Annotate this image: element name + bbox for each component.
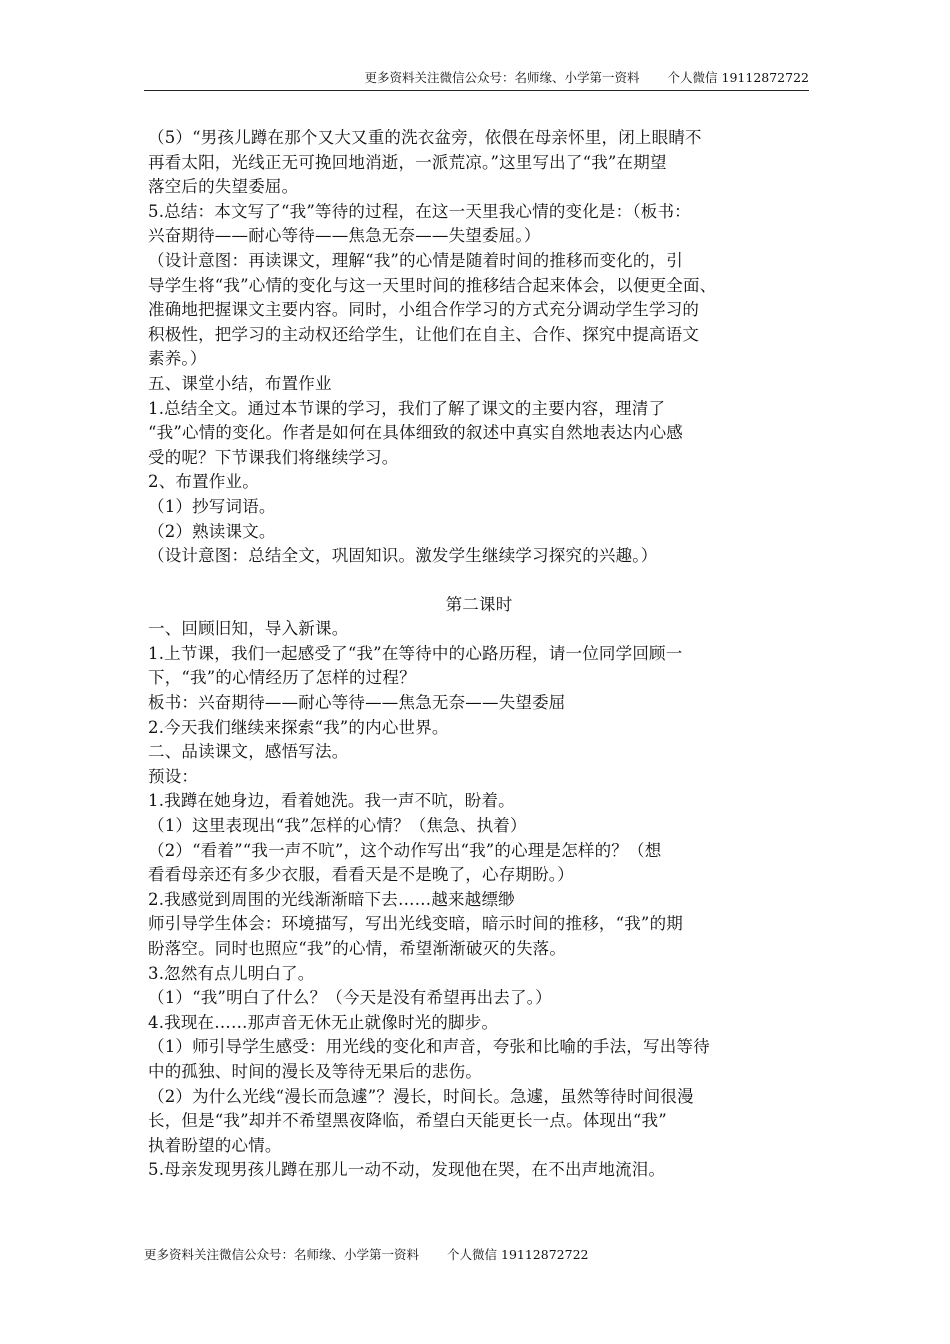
- footer-personal-wechat: 个人微信 19112872722: [447, 1247, 589, 1262]
- blank-line: [148, 569, 810, 593]
- header-personal-wechat: 个人微信 19112872722: [667, 70, 809, 85]
- text-line: 看看母亲还有多少衣服，看看天是不是晚了，心存期盼。）: [148, 865, 574, 885]
- text-line: 兴奋期待——耐心等待——焦急无奈——失望委屈。）: [148, 226, 541, 246]
- text-line: 3.忽然有点儿明白了。: [148, 963, 315, 983]
- text-line: 师引导学生体会：环境描写，写出光线变暗，暗示时间的推移，“我”的期: [148, 914, 683, 934]
- text-line: （2）“看着”“我一声不吭”，这个动作写出“我”的心理是怎样的？（想: [148, 840, 662, 860]
- text-line: 5.母亲发现男孩儿蹲在那儿一动不动，发现他在哭，在不出声地流泪。: [148, 1160, 666, 1180]
- text-line: 落空后的失望委屈。: [148, 177, 299, 197]
- text-line: （设计意图：再读课文，理解“我”的心情是随着时间的推移而变化的，引: [148, 250, 683, 270]
- section-heading: 一、回顾旧知，导入新课。: [148, 619, 349, 639]
- text-line: （2）熟读课文。: [148, 521, 276, 541]
- text-line: 准确地把握课文主要内容。同时，小组合作学习的方式充分调动学生学习的: [148, 300, 700, 320]
- text-line: （5）“男孩儿蹲在那个又大又重的洗衣盆旁，依偎在母亲怀里，闭上眼睛不: [148, 128, 702, 147]
- text-line: 长，但是“我”却并不希望黑夜降临，希望白天能更长一点。体现出“我”: [148, 1111, 667, 1131]
- text-line: 1.总结全文。通过本节课的学习，我们了解了课文的主要内容，理清了: [148, 398, 666, 418]
- text-line: （1）抄写词语。: [148, 496, 276, 516]
- lesson-title: 第二课时: [445, 594, 513, 614]
- text-line: 导学生将“我”心情的变化与这一天里时间的推移结合起来体会，以便更全面、: [148, 275, 717, 295]
- page-footer: [144, 1247, 809, 1263]
- text-line: （设计意图：总结全文，巩固知识。激发学生继续学习探究的兴趣。）: [148, 546, 658, 566]
- text-line: 4.我现在……那声音无休无止就像时光的脚步。: [148, 1012, 499, 1032]
- section-heading: 五、课堂小结，布置作业: [148, 373, 332, 393]
- text-line: （1）这里表现出“我”怎样的心情？（焦急、执着）: [148, 816, 527, 836]
- document-body: [148, 126, 810, 1183]
- text-line: 2.今天我们继续来探索“我”的内心世界。: [148, 717, 449, 737]
- text-line: 板书：兴奋期待——耐心等待——焦急无奈——失望委屈: [148, 693, 566, 713]
- footer-wechat-account: 更多资料关注微信公众号：名师缘、小学第一资料: [144, 1247, 420, 1262]
- text-line: 再看太阳，光线正无可挽回地消逝，一派荒凉。”这里写出了“我”在期望: [148, 152, 667, 172]
- text-line: 2、布置作业。: [148, 472, 259, 492]
- text-line: 中的孤独、时间的漫长及等待无果后的悲伤。: [148, 1061, 482, 1081]
- text-line: 预设：: [148, 766, 199, 786]
- text-line: 5.总结：本文写了“我”等待的过程，在这一天里我心情的变化是：（板书：: [148, 201, 691, 221]
- text-line: （1）师引导学生感受：用光线的变化和声音，夸张和比喻的手法，写出等待: [148, 1037, 710, 1057]
- header-wechat-account: 更多资料关注微信公众号：名师缘、小学第一资料: [364, 70, 640, 85]
- text-line: 积极性，把学习的主动权还给学生，让他们在自主、合作、探究中提高语文: [148, 324, 700, 344]
- text-line: （1）“我”明白了什么？（今天是没有希望再出去了。）: [148, 988, 552, 1008]
- text-line: 1.上节课，我们一起感受了“我”在等待中的心路历程，请一位同学回顾一: [148, 643, 683, 663]
- text-line: 下，“我”的心情经历了怎样的过程？: [148, 668, 416, 688]
- text-line: 盼落空。同时也照应“我”的心情，希望渐渐破灭的失落。: [148, 939, 567, 958]
- text-line: 执着盼望的心情。: [148, 1135, 282, 1155]
- text-line: 2.我感觉到周围的光线渐渐暗下去……越来越缥缈: [148, 889, 515, 909]
- text-line: 素养。）: [148, 349, 207, 369]
- section-heading: 二、品读课文，感悟写法。: [148, 742, 349, 762]
- text-line: （2）为什么光线“漫长而急遽”？漫长，时间长。急遽，虽然等待时间很漫: [148, 1086, 694, 1106]
- text-line: 1.我蹲在她身边，看着她洗。我一声不吭，盼着。: [148, 791, 515, 811]
- text-line: “我”心情的变化。作者是如何在具体细致的叙述中真实自然地表达内心感: [148, 423, 683, 443]
- text-line: 受的呢？下节课我们将继续学习。: [148, 447, 399, 467]
- page-header: [144, 70, 809, 91]
